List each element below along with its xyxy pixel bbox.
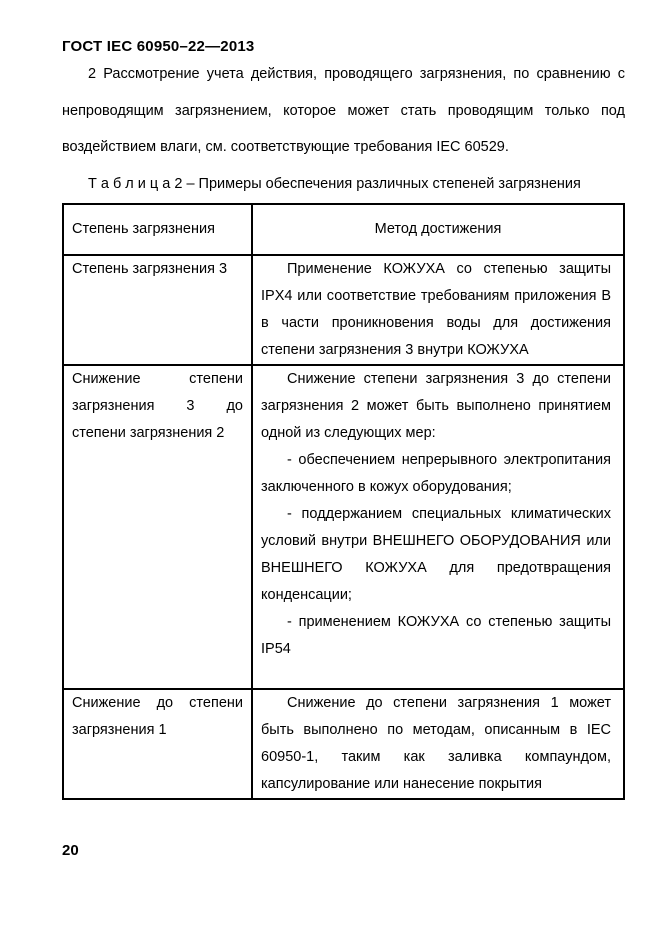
method-paragraph: Снижение до степени загрязнения 1 может быть выполнено по методам, описанным в IEC 60950-1, таким как заливка компаундом, капсулирование или нанесение покрытия — [261, 695, 611, 792]
method-list-item: - применением КОЖУХА со степенью защиты IP54 — [261, 614, 611, 657]
method-paragraph: Применение КОЖУХА со степенью защиты IPX4 или соответствие требованиям приложения В в части проникновения воды для достижения степени загрязнения 3 внутри КОЖУХА — [261, 261, 611, 358]
method-paragraph: Снижение степени загрязнения 3 до степени загрязнения 2 может быть выполнено принятием одной из следующих мер: — [261, 371, 611, 441]
method-cell — [252, 365, 624, 689]
table-row — [63, 689, 624, 799]
table-header-row — [63, 204, 624, 255]
col-header-method: Метод достижения — [252, 204, 624, 255]
page-number: 20 — [62, 842, 79, 859]
table-row — [63, 365, 624, 689]
col-header-degree: Степень загрязнения — [63, 204, 252, 255]
table-caption: Т а б л и ц а 2 – Примеры обеспечения различных степеней загрязнения — [88, 175, 581, 192]
degree-cell: Снижение степени загрязнения 3 до степени загрязнения 2 — [63, 365, 252, 689]
body-paragraph: 2 Рассмотрение учета действия, проводящего загрязнения, по сравнению с непроводящим загрязнением, которое может стать проводящим только под воздействием влаги, см. соответствующие требования IEC 60529. — [62, 66, 625, 155]
method-list-item: - обеспечением непрерывного электропитания заключенного в кожух оборудования; — [261, 452, 611, 495]
pollution-degree-table — [62, 203, 625, 800]
method-cell — [252, 689, 624, 799]
table-row — [63, 255, 624, 365]
degree-cell: Снижение до степени загрязнения 1 — [63, 689, 252, 799]
degree-cell: Степень загрязнения 3 — [63, 255, 252, 365]
doc-code-header: ГОСТ IEC 60950–22—2013 — [62, 38, 255, 55]
method-list-item: - поддержанием специальных климатических условий внутри ВНЕШНЕГО ОБОРУДОВАНИЯ или ВНЕШНЕГО КОЖУХА для предотвращения конденсации; — [261, 506, 611, 603]
method-cell — [252, 255, 624, 365]
